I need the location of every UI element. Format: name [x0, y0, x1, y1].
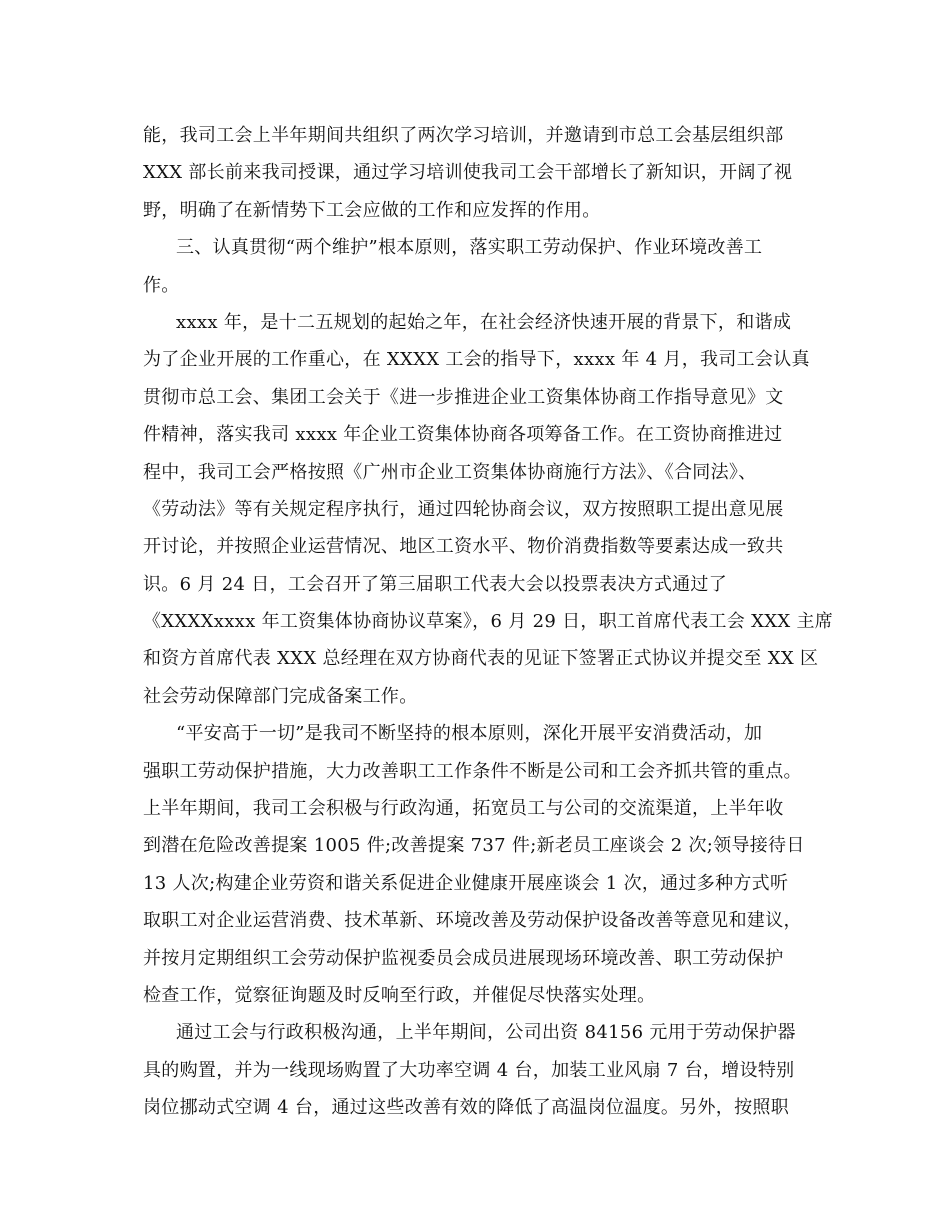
text-line: 程中，我司工会严格按照《广州市企业工资集体协商施行方法》、《合同法》、	[143, 461, 757, 483]
text-line: 岗位挪动式空调 4 台，通过这些改善有效的降低了高温岗位温度。另外，按照职	[143, 1097, 789, 1119]
text-line: 13 人次;构建企业劳资和谐关系促进企业健康开展座谈会 1 次，通过多种方式听	[143, 872, 789, 894]
paragraph-start: 通过工会与行政积极沟通，上半年期间，公司出资 84156 元用于劳动保护器	[176, 1022, 796, 1044]
document-body	[143, 117, 834, 1127]
text-line: 社会劳动保障部门完成备案工作。	[143, 685, 418, 707]
text-line: 到潜在危险改善提案 1005 件;改善提案 737 件;新老员工座谈会 2 次;领导接待日	[143, 835, 805, 857]
text-line: 野，明确了在新情势下工会应做的工作和应发挥的作用。	[143, 199, 601, 221]
text-line: 强职工劳动保护措施，大力改善职工工作条件不断是公司和工会齐抓共管的重点。	[143, 760, 802, 782]
text-line: XXX 部长前来我司授课，通过学习培训使我司工会干部增长了新知识，开阔了视	[143, 162, 793, 184]
text-line: 和资方首席代表 XXX 总经理在双方协商代表的见证下签署正式协议并提交至 XX 区	[143, 648, 819, 670]
text-line: 识。6 月 24 日，工会召开了第三届职工代表大会以投票表决方式通过了	[143, 573, 728, 595]
text-line: 为了企业开展的工作重心，在 XXXX 工会的指导下，xxxx 年 4 月，我司工会认真	[143, 349, 810, 371]
text-line: 《XXXXxxxx 年工资集体协商协议草案》，6 月 29 日，职工首席代表工会 XXX 主席	[143, 611, 834, 633]
text-line: 并按月定期组织工会劳动保护监视委员会成员进展现场环境改善、职工劳动保护	[143, 947, 784, 969]
text-line: 作。	[143, 274, 180, 296]
text-line: 能，我司工会上半年期间共组织了两次学习培训，并邀请到市总工会基层组织部	[143, 125, 784, 146]
text-line: 检查工作，觉察征询题及时反响至行政，并催促尽快落实处理。	[143, 984, 656, 1006]
text-line: 具的购置，并为一线现场购置了大功率空调 4 台，加装工业风扇 7 台，增设特别	[143, 1059, 795, 1081]
paragraph-start: xxxx 年，是十二五规划的起始之年，在社会经济快速开展的背景下，和谐成	[176, 311, 792, 333]
text-line: 取职工对企业运营消费、技术革新、环境改善及劳动保护设备改善等意见和建议，	[143, 910, 802, 932]
text-line: 件精神，落实我司 xxxx 年企业工资集体协商各项筹备工作。在工资协商推进过	[143, 424, 783, 446]
text-line: 开讨论，并按照企业运营情况、地区工资水平、物价消费指数等要素达成一致共	[143, 536, 784, 558]
text-line: 贯彻市总工会、集团工会关于《进一步推进企业工资集体协商工作指导意见》文	[143, 386, 784, 408]
section-heading: 三、认真贯彻“两个维护”根本原则，落实职工劳动保护、作业环境改善工	[176, 237, 763, 259]
paragraph-start: “平安高于一切”是我司不断坚持的根本原则，深化开展平安消费活动，加	[176, 723, 763, 745]
text-line: 上半年期间，我司工会积极与行政沟通，拓宽员工与公司的交流渠道，上半年收	[143, 798, 784, 820]
text-line: 《劳动法》等有关规定程序执行，通过四轮协商会议，双方按照职工提出意见展	[143, 498, 784, 520]
